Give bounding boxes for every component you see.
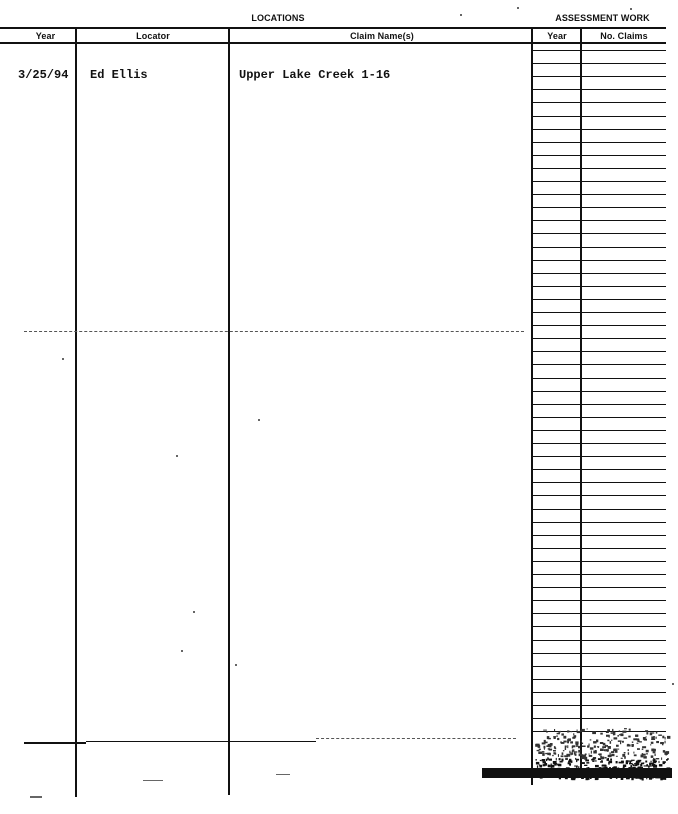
noise-speck bbox=[621, 778, 624, 780]
noise-speck bbox=[556, 736, 558, 737]
noise-speck bbox=[592, 758, 595, 760]
noise-speck bbox=[622, 731, 626, 733]
noise-speck bbox=[581, 740, 582, 742]
noise-speck bbox=[562, 752, 564, 755]
noise-speck bbox=[656, 758, 660, 759]
noise-speck bbox=[646, 750, 649, 753]
noise-speck bbox=[648, 766, 650, 768]
noise-speck bbox=[574, 753, 576, 755]
noise-speck bbox=[536, 762, 539, 765]
noise-speck bbox=[565, 748, 566, 751]
noise-speck bbox=[568, 762, 570, 764]
noise-speck bbox=[635, 735, 638, 737]
noise-speck bbox=[656, 741, 659, 743]
noise-speck bbox=[639, 741, 642, 742]
noise-speck bbox=[540, 760, 542, 761]
noise-speck bbox=[560, 741, 562, 743]
noise-speck bbox=[589, 744, 590, 747]
noise-speck bbox=[609, 761, 612, 764]
noise-speck bbox=[561, 755, 564, 757]
noise-speck bbox=[667, 736, 670, 739]
noise-speck bbox=[601, 757, 605, 760]
noise-speck bbox=[643, 756, 646, 759]
noise-speck bbox=[546, 731, 548, 732]
noise-speck bbox=[572, 737, 575, 739]
noise-speck bbox=[637, 748, 640, 750]
column-header-claim-names: Claim Name(s) bbox=[350, 31, 414, 41]
noise-speck bbox=[565, 758, 568, 760]
noise-speck bbox=[601, 760, 602, 762]
locations-header: LOCATIONS bbox=[251, 13, 305, 23]
noise-speck bbox=[591, 751, 592, 754]
noise-speck bbox=[570, 752, 571, 755]
column-header-no-claims: No. Claims bbox=[600, 31, 648, 41]
noise-speck bbox=[651, 756, 652, 757]
noise-speck bbox=[613, 749, 616, 751]
noise-speck bbox=[593, 760, 596, 761]
noise-speck bbox=[616, 761, 618, 763]
noise-speck bbox=[543, 730, 547, 731]
noise-speck bbox=[650, 763, 654, 765]
noise-speck bbox=[538, 745, 541, 748]
noise-speck bbox=[590, 739, 592, 740]
noise-speck bbox=[628, 749, 629, 751]
noise-speck bbox=[633, 752, 634, 754]
noise-speck bbox=[626, 761, 628, 764]
noise-speck bbox=[640, 764, 642, 767]
noise-speck bbox=[632, 742, 634, 743]
noise-speck bbox=[613, 734, 616, 735]
noise-speck bbox=[548, 738, 551, 739]
noise-speck bbox=[554, 729, 555, 731]
noise-speck bbox=[561, 733, 564, 735]
entry-year: 3/25/94 bbox=[18, 68, 69, 82]
noise-speck bbox=[583, 755, 586, 757]
noise-speck bbox=[607, 740, 609, 742]
noise-speck bbox=[598, 758, 601, 760]
noise-speck bbox=[632, 745, 634, 747]
noise-speck bbox=[664, 752, 668, 755]
noise-speck bbox=[611, 732, 614, 734]
noise-speck bbox=[553, 761, 557, 764]
noise-speck bbox=[547, 753, 550, 755]
column-header-assessment-year: Year bbox=[547, 31, 567, 41]
noise-speck bbox=[572, 749, 574, 751]
noise-speck bbox=[604, 749, 605, 751]
noise-speck bbox=[611, 740, 612, 741]
noise-speck bbox=[624, 756, 626, 759]
noise-speck bbox=[578, 750, 580, 753]
noise-speck bbox=[543, 761, 547, 763]
noise-speck bbox=[582, 746, 586, 748]
noise-speck bbox=[659, 761, 660, 763]
noise-speck bbox=[538, 752, 542, 755]
noise-speck bbox=[542, 753, 545, 756]
noise-speck bbox=[571, 731, 573, 732]
noise-speck bbox=[563, 741, 566, 743]
noise-speck bbox=[548, 758, 549, 760]
noise-speck bbox=[643, 737, 646, 740]
noise-speck bbox=[553, 750, 556, 752]
noise-speck bbox=[546, 759, 548, 761]
noise-speck bbox=[586, 762, 589, 764]
noise-speck bbox=[616, 756, 618, 757]
noise-speck bbox=[576, 745, 579, 747]
noise-speck bbox=[608, 755, 612, 757]
noise-speck bbox=[618, 740, 622, 742]
noise-speck bbox=[537, 765, 538, 768]
noise-speck bbox=[567, 730, 569, 732]
noise-speck bbox=[542, 759, 545, 761]
noise-speck bbox=[578, 746, 580, 748]
noise-speck bbox=[592, 731, 596, 734]
noise-speck bbox=[623, 765, 626, 768]
noise-speck bbox=[624, 728, 627, 729]
noise-speck bbox=[602, 746, 606, 748]
noise-speck bbox=[600, 749, 604, 752]
noise-speck bbox=[627, 744, 629, 746]
noise-speck bbox=[662, 743, 663, 745]
column-header-year: Year bbox=[35, 31, 56, 41]
noise-speck bbox=[662, 736, 664, 739]
noise-speck bbox=[634, 763, 635, 764]
noise-speck bbox=[644, 765, 647, 766]
noise-speck bbox=[539, 749, 541, 751]
noise-speck bbox=[619, 731, 620, 732]
noise-speck bbox=[536, 744, 540, 746]
noise-speck bbox=[610, 759, 612, 761]
noise-speck bbox=[633, 738, 637, 740]
noise-speck bbox=[643, 762, 645, 763]
noise-speck bbox=[652, 732, 655, 733]
noise-speck bbox=[544, 740, 546, 743]
noise-speck bbox=[661, 757, 662, 760]
noise-speck bbox=[656, 732, 658, 734]
noise-speck bbox=[653, 758, 654, 759]
noise-speck bbox=[610, 741, 612, 744]
noise-speck bbox=[611, 754, 614, 756]
noise-speck bbox=[600, 733, 603, 735]
noise-speck bbox=[574, 751, 577, 752]
entry-locator: Ed Ellis bbox=[90, 68, 148, 82]
noise-bar bbox=[482, 768, 672, 778]
noise-speck bbox=[616, 745, 619, 747]
noise-speck bbox=[655, 754, 656, 756]
noise-speck bbox=[563, 750, 565, 751]
noise-speck bbox=[651, 749, 654, 752]
noise-speck bbox=[642, 778, 644, 781]
noise-speck bbox=[645, 730, 648, 732]
noise-speck bbox=[586, 778, 589, 781]
noise-speck bbox=[549, 765, 551, 768]
noise-speck bbox=[642, 746, 646, 748]
noise-speck bbox=[651, 761, 652, 762]
noise-speck bbox=[554, 746, 556, 749]
noise-speck bbox=[561, 759, 563, 762]
noise-speck bbox=[645, 761, 647, 763]
noise-speck bbox=[628, 752, 629, 755]
noise-speck bbox=[616, 778, 618, 779]
noise-speck bbox=[613, 751, 615, 753]
noise-speck bbox=[612, 729, 613, 732]
noise-speck bbox=[593, 741, 597, 743]
noise-speck bbox=[617, 735, 619, 737]
noise-speck bbox=[598, 746, 599, 748]
noise-speck bbox=[567, 745, 568, 748]
entry-claim-name: Upper Lake Creek 1-16 bbox=[239, 68, 391, 82]
noise-speck bbox=[607, 729, 610, 731]
noise-speck bbox=[651, 742, 654, 744]
noise-speck bbox=[619, 734, 623, 735]
noise-speck bbox=[624, 738, 628, 739]
noise-speck bbox=[624, 752, 626, 754]
noise-speck bbox=[628, 736, 630, 738]
noise-speck bbox=[576, 766, 577, 768]
noise-speck bbox=[573, 733, 574, 734]
noise-speck bbox=[565, 746, 567, 748]
noise-speck bbox=[572, 746, 574, 749]
noise-speck bbox=[637, 740, 639, 743]
noise-speck bbox=[575, 755, 576, 756]
noise-speck bbox=[536, 759, 537, 761]
noise-speck bbox=[631, 778, 633, 781]
noise-speck bbox=[599, 753, 602, 755]
noise-speck bbox=[563, 736, 566, 739]
noise-speck bbox=[663, 761, 666, 763]
noise-speck bbox=[665, 737, 666, 740]
noise-speck bbox=[613, 732, 616, 734]
noise-speck bbox=[634, 754, 637, 756]
noise-speck bbox=[576, 744, 579, 746]
noise-speck bbox=[593, 751, 597, 754]
noise-speck bbox=[549, 759, 552, 761]
noise-speck bbox=[570, 741, 573, 743]
noise-speck bbox=[577, 731, 581, 733]
noise-speck bbox=[605, 749, 609, 751]
noise-speck bbox=[609, 735, 610, 738]
noise-speck bbox=[582, 762, 585, 764]
noise-speck bbox=[633, 764, 634, 766]
noise-speck bbox=[548, 748, 550, 749]
noise-speck bbox=[667, 758, 669, 760]
noise-speck bbox=[572, 752, 573, 754]
noise-speck bbox=[608, 746, 611, 749]
noise-speck bbox=[544, 763, 547, 766]
noise-speck bbox=[630, 765, 632, 767]
noise-speck bbox=[660, 778, 662, 781]
noise-speck bbox=[589, 755, 593, 757]
noise-speck bbox=[580, 730, 584, 732]
noise-speck bbox=[584, 765, 587, 766]
noise-speck bbox=[558, 754, 559, 757]
noise-speck bbox=[570, 760, 572, 763]
noise-speck bbox=[605, 757, 607, 759]
noise-speck bbox=[582, 743, 583, 744]
noise-speck bbox=[550, 743, 553, 746]
noise-speck bbox=[637, 743, 639, 744]
noise-speck bbox=[557, 738, 559, 740]
noise-speck bbox=[553, 752, 555, 754]
noise-speck bbox=[621, 758, 623, 759]
noise-speck bbox=[557, 764, 560, 766]
noise-speck bbox=[542, 742, 546, 744]
noise-speck bbox=[549, 745, 552, 747]
noise-speck bbox=[659, 764, 663, 766]
noise-speck bbox=[653, 736, 655, 737]
noise-speck bbox=[646, 753, 648, 754]
noise-speck bbox=[595, 765, 599, 767]
noise-speck bbox=[629, 767, 630, 768]
noise-speck bbox=[542, 751, 544, 753]
noise-speck bbox=[552, 755, 554, 756]
noise-speck bbox=[567, 740, 569, 743]
noise-speck bbox=[641, 755, 644, 758]
noise-speck bbox=[646, 732, 648, 734]
noise-speck bbox=[638, 760, 640, 761]
assessment-work-header: ASSESSMENT WORK bbox=[555, 13, 650, 23]
noise-speck bbox=[653, 759, 656, 761]
noise-speck bbox=[587, 728, 588, 729]
noise-speck bbox=[622, 741, 624, 743]
noise-speck bbox=[636, 762, 640, 765]
noise-speck bbox=[653, 766, 656, 768]
noise-speck bbox=[650, 744, 651, 745]
noise-speck bbox=[554, 736, 556, 739]
noise-speck bbox=[607, 751, 608, 752]
noise-speck bbox=[629, 729, 631, 731]
noise-speck bbox=[594, 746, 596, 748]
noise-speck bbox=[651, 739, 655, 740]
noise-speck bbox=[539, 765, 542, 768]
noise-speck bbox=[576, 759, 577, 762]
noise-speck bbox=[560, 731, 561, 732]
noise-speck bbox=[642, 749, 644, 750]
noise-speck bbox=[550, 766, 553, 768]
noise-speck bbox=[585, 760, 589, 762]
noise-speck bbox=[556, 758, 557, 761]
noise-speck bbox=[656, 737, 657, 739]
noise-speck bbox=[602, 743, 604, 744]
noise-speck bbox=[544, 748, 545, 750]
noise-speck bbox=[629, 760, 632, 761]
noise-speck bbox=[607, 758, 609, 759]
noise-speck bbox=[589, 754, 590, 755]
noise-speck bbox=[614, 737, 618, 739]
noise-speck bbox=[590, 747, 594, 749]
noise-speck bbox=[658, 735, 662, 736]
column-header-locator: Locator bbox=[136, 31, 170, 41]
noise-speck bbox=[557, 733, 560, 735]
noise-speck bbox=[602, 765, 604, 767]
noise-speck bbox=[663, 763, 665, 764]
noise-speck bbox=[564, 755, 568, 757]
noise-speck bbox=[574, 766, 578, 767]
noise-speck bbox=[577, 730, 578, 731]
noise-speck bbox=[621, 761, 624, 764]
noise-speck bbox=[606, 732, 609, 734]
noise-speck bbox=[653, 752, 656, 754]
noise-speck bbox=[559, 758, 561, 760]
noise-speck bbox=[665, 741, 666, 744]
noise-speck bbox=[579, 754, 582, 757]
noise-speck bbox=[569, 751, 570, 754]
